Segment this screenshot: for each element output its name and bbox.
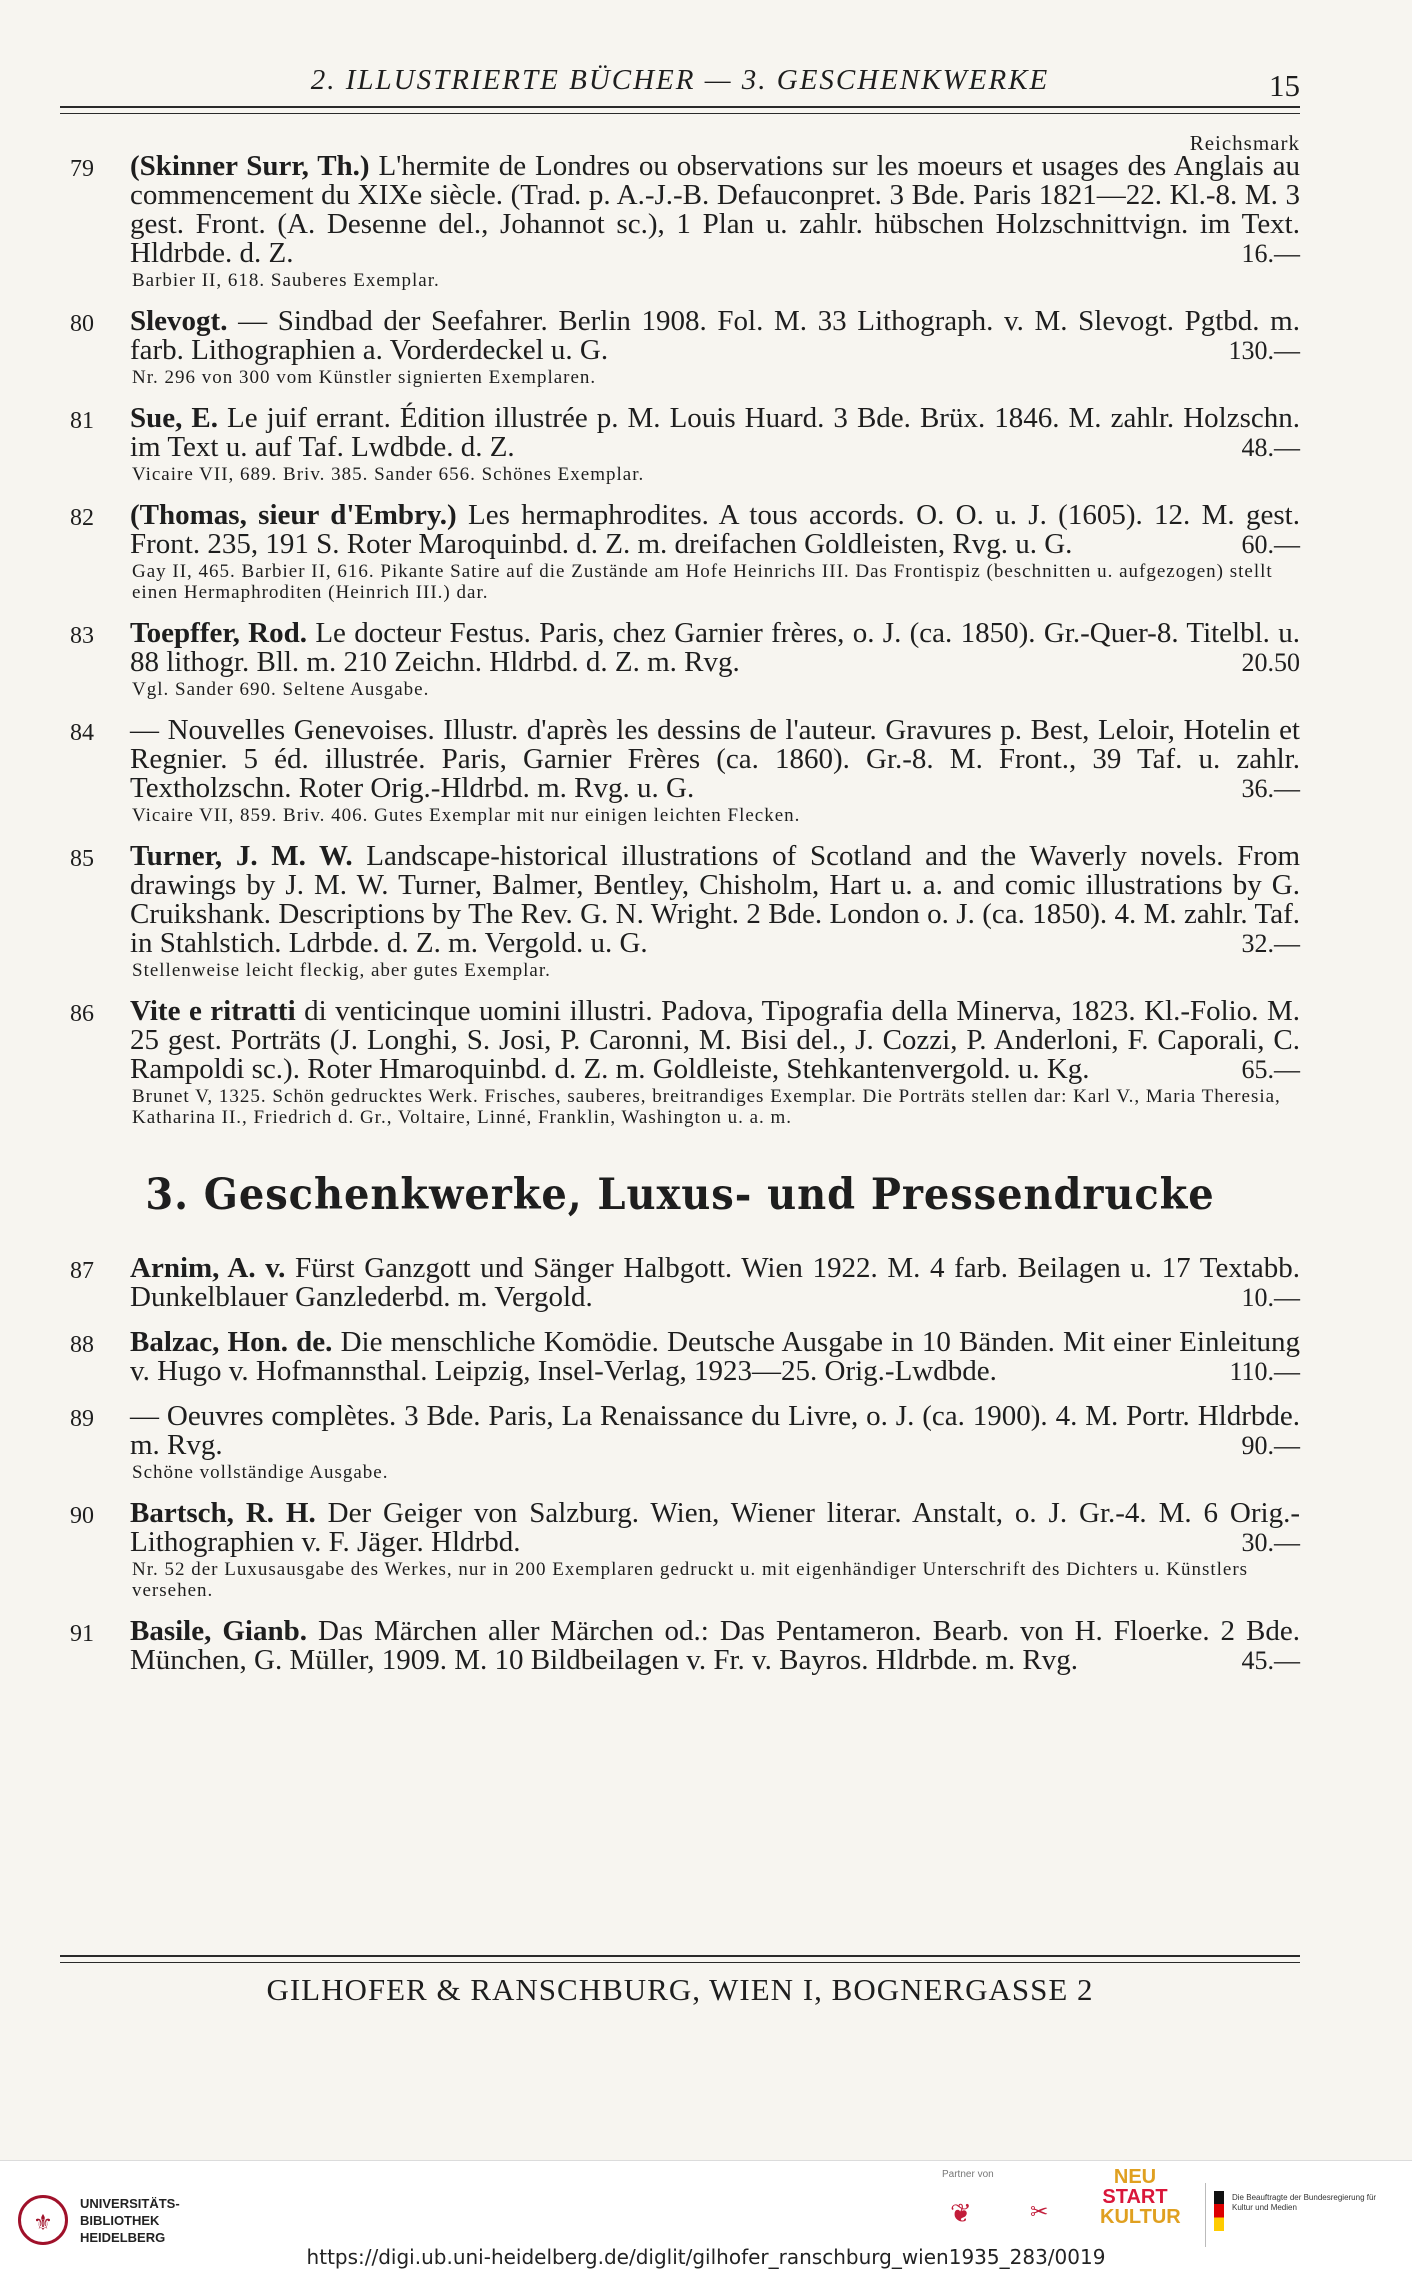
entry-number: 87 [70, 1258, 94, 1284]
entry-description: — Nouvelles Genevoises. Illustr. d'après les dessins de l'auteur. Gravures p. Best, Leloir, Hotelin et Regnier. 5 éd. illustrée. Paris, Garnier Frères (ca. 1860). Gr.-8. M. Front., 39 Taf. u. zahlr. Textholzschn. Roter Orig.-Hldrbd. m. Rvg. u. G. [130, 714, 1300, 804]
entry-price: 130.— [1228, 336, 1300, 365]
entry-text [130, 501, 1300, 559]
entry-note: Vgl. Sander 690. Seltene Ausgabe. [132, 679, 430, 700]
catalogue-entry [60, 501, 1300, 603]
running-head [60, 64, 1300, 110]
catalogue-entry [60, 1402, 1300, 1483]
entry-price: 32.— [1241, 929, 1300, 958]
currency-label: Reichsmark [1189, 131, 1300, 155]
page-number: 15 [1269, 68, 1300, 103]
entry-author: Turner, J. M. W. [130, 840, 353, 872]
entry-price: 45.— [1241, 1646, 1300, 1675]
entry-author: Basile, Gianb. [130, 1615, 307, 1647]
seal-icon: ⚜ [18, 2195, 68, 2245]
entry-note: Nr. 296 von 300 vom Künstler signierten Exemplaren. [132, 367, 597, 388]
entry-number: 88 [70, 1332, 94, 1358]
entry-note: Gay II, 465. Barbier II, 616. Pikante Satire auf die Zustände am Hofe Heinrichs III. Das Frontispiz (beschnitten u. aufgezogen) stellt einen Hermaphroditen (Heinrich III.) dar. [132, 561, 1273, 603]
entry-description: Fürst Ganzgott und Sänger Halbgott. Wien 1922. M. 4 farb. Beilagen u. 17 Textabb. Dunkelblauer Ganzlederbd. m. Vergold. [130, 1252, 1300, 1313]
entry-text [130, 619, 1300, 677]
header-rule [60, 106, 1300, 114]
entry-author: Balzac, Hon. de. [130, 1326, 333, 1358]
entry-text [130, 997, 1300, 1084]
entry-number: 89 [70, 1406, 94, 1432]
entry-price: 10.— [1241, 1283, 1300, 1312]
neustart-line1: NEU [1113, 2166, 1157, 2188]
ministry-logo[interactable] [1205, 2183, 1396, 2247]
entry-text [130, 152, 1300, 268]
partner-logo-2-icon[interactable]: ✂ [1030, 2199, 1049, 2224]
publisher-line: GILHOFER & RANSCHBURG, WIEN I, BOGNERGASSE 2 [266, 1972, 1094, 2007]
neustart-line2: START [1102, 2186, 1168, 2208]
entry-description: Landscape-historical illustrations of Scotland and the Waverly novels. From drawings by J. M. W. Turner, Balmer, Bentley, Chisholm, Hart u. a. and comic illustrations by G. Cruikshank. Descriptions by The Rev. G. N. Wright. 2 Bde. London o. J. (ca. 1850). 4. M. zahlr. Taf. in Stahlstich. Ldrbde. d. Z. m. Vergold. u. G. [130, 840, 1300, 959]
entry-description: Le docteur Festus. Paris, chez Garnier frères, o. J. (ca. 1850). Gr.-Quer-8. Titelbl. u. 88 lithogr. Bll. m. 210 Zeichn. Hldrbd. d. Z. m. Rvg. [130, 617, 1300, 678]
catalogue-entry [60, 307, 1300, 388]
entry-author: (Thomas, sieur d'Embry.) [130, 499, 457, 531]
catalogue-entry [60, 716, 1300, 826]
catalogue-entry [60, 842, 1300, 981]
entry-author: Slevogt. [130, 305, 228, 337]
entry-description: — Sindbad der Seefahrer. Berlin 1908. Fol. M. 33 Lithograph. v. M. Slevogt. Pgtbd. m. farb. Lithographien a. Vorderdeckel u. G. [130, 305, 1300, 366]
entry-description: di venticinque uomini illustri. Padova, Tipografia della Minerva, 1823. Kl.-Folio. M. 25 gest. Porträts (J. Longhi, S. Josi, P. Caronni, M. Bisi del., J. Cozzi, P. Anderloni, F. Caporali, C. Rampoldi sc.). Roter Hmaroquinbd. d. Z. m. Goldleiste, Stehkantenvergold. u. Kg. [130, 995, 1301, 1085]
university-library-logo[interactable] [18, 2191, 218, 2251]
catalogue-entry [60, 1254, 1300, 1312]
catalogue-entry [60, 1617, 1300, 1675]
entries-list [60, 152, 1300, 1691]
partner-label: Partner von [942, 2169, 994, 2180]
entry-price: 36.— [1241, 774, 1300, 803]
catalogue-entry [60, 1499, 1300, 1601]
entry-note: Schöne vollständige Ausgabe. [132, 1462, 389, 1483]
entry-price: 90.— [1241, 1431, 1300, 1460]
entry-author: Bartsch, R. H. [130, 1497, 316, 1529]
entry-price: 16.— [1241, 239, 1300, 268]
entry-price: 48.— [1241, 433, 1300, 462]
viewer-footer [0, 2160, 1412, 2271]
entry-description: Das Märchen aller Märchen od.: Das Pentameron. Bearb. von H. Floerke. 2 Bde. München, G. Müller, 1909. M. 10 Bildbeilagen v. Fr. v. Bayros. Hldrbde. m. Rvg. [130, 1615, 1300, 1676]
neustart-kultur-logo[interactable] [1100, 2166, 1181, 2228]
entry-note: Brunet V, 1325. Schön gedrucktes Werk. Frisches, sauberes, breitrandiges Exemplar. Die Porträts stellen dar: Karl V., Maria Theresia, Katharina II., Friedrich d. Gr., Voltaire, Linné, Franklin, Washington u. a. m. [132, 1086, 1281, 1128]
catalogue-entry [60, 152, 1300, 291]
entry-number: 86 [70, 1001, 94, 1027]
federal-eagle-icon [1214, 2191, 1224, 2231]
entry-text [130, 1499, 1300, 1557]
entry-text [130, 1617, 1300, 1675]
entry-author: Arnim, A. v. [130, 1252, 286, 1284]
entry-number: 82 [70, 505, 94, 531]
entry-description: Le juif errant. Édition illustrée p. M. Louis Huard. 3 Bde. Brüx. 1846. M. zahlr. Holzschn. im Text u. auf Taf. Lwdbde. d. Z. [130, 402, 1300, 463]
entry-description: Der Geiger von Salzburg. Wien, Wiener literar. Anstalt, o. J. Gr.-4. M. 6 Orig.-Lithographien v. F. Jäger. Hldrbd. [130, 1497, 1300, 1558]
section-heading: 3. Geschenkwerke, Luxus- und Pressendrucke [145, 1170, 1215, 1220]
entry-number: 84 [70, 720, 94, 746]
entry-text [130, 1254, 1300, 1312]
university-name: UNIVERSITÄTS- BIBLIOTHEK HEIDELBERG [80, 2196, 180, 2245]
entry-author: (Skinner Surr, Th.) [130, 150, 370, 182]
entry-description: Die menschliche Komödie. Deutsche Ausgabe in 10 Bänden. Mit einer Einleitung v. Hugo v. Hofmannsthal. Leipzig, Insel-Verlag, 1923—25. Orig.-Lwdbde. [130, 1326, 1300, 1387]
entry-number: 85 [70, 846, 94, 872]
entry-description: L'hermite de Londres ou observations sur les moeurs et usages des Anglais au commencement du XIXe siècle. (Trad. p. A.-J.-B. Defauconpret. 3 Bde. Paris 1821—22. Kl.-8. M. 3 gest. Front. (A. Desenne del., Johannot sc.), 1 Plan u. zahlr. hübschen Holzschnittvign. im Text. Hldrbde. d. Z. [130, 150, 1301, 269]
running-title: 2. ILLUSTRIERTE BÜCHER — 3. GESCHENKWERKE [310, 64, 1050, 96]
entry-note: Vicaire VII, 859. Briv. 406. Gutes Exemplar mit nur einigen leichten Flecken. [132, 805, 801, 826]
partner-logo-icon[interactable]: ❦ [950, 2199, 972, 2228]
entry-price: 110.— [1229, 1357, 1300, 1386]
entry-note: Barbier II, 618. Sauberes Exemplar. [132, 270, 440, 291]
page-url[interactable]: https://digi.ub.uni-heidelberg.de/diglit/gilhofer_ranschburg_wien1935_283/0019 [306, 2245, 1106, 2269]
entry-author: Toepffer, Rod. [130, 617, 307, 649]
entry-price: 20.50 [1241, 648, 1300, 677]
neustart-line3: KULTUR [1100, 2206, 1181, 2228]
entry-number: 91 [70, 1621, 94, 1647]
entry-price: 30.— [1241, 1528, 1300, 1557]
entry-description: Les hermaphrodites. A tous accords. O. O. u. J. (1605). 12. M. gest. Front. 235, 191 S. Roter Maroquinbd. d. Z. m. dreifachen Goldleisten, Rvg. u. G. [130, 499, 1300, 560]
entry-description: — Oeuvres complètes. 3 Bde. Paris, La Renaissance du Livre, o. J. (ca. 1900). 4. M. Portr. Hldrbde. m. Rvg. [130, 1400, 1300, 1461]
entry-number: 79 [70, 156, 94, 182]
footer-rule [60, 1955, 1300, 1963]
catalogue-entry [60, 404, 1300, 485]
entry-price: 60.— [1241, 530, 1300, 559]
entry-text [130, 842, 1300, 958]
entry-note: Stellenweise leicht fleckig, aber gutes Exemplar. [132, 960, 551, 981]
catalogue-entry [60, 997, 1300, 1128]
entry-text [130, 404, 1300, 462]
entry-author: Vite e ritratti [130, 995, 296, 1027]
entry-text [130, 1402, 1300, 1460]
ministry-text: Die Beauftragte der Bundesregierung für Kultur und Medien [1232, 2193, 1377, 2212]
entry-text [130, 716, 1300, 803]
catalogue-entry [60, 1328, 1300, 1386]
entry-price: 65.— [1241, 1055, 1300, 1084]
entry-number: 81 [70, 408, 94, 434]
entry-text [130, 1328, 1300, 1386]
entry-note: Vicaire VII, 689. Briv. 385. Sander 656. Schönes Exemplar. [132, 464, 645, 485]
catalogue-entry [60, 619, 1300, 700]
entry-note: Nr. 52 der Luxusausgabe des Werkes, nur in 200 Exemplaren gedruckt u. mit eigenhändiger Unterschrift des Dichters u. Künstlers versehen. [132, 1559, 1249, 1601]
entry-text [130, 307, 1300, 365]
entry-number: 90 [70, 1503, 94, 1529]
entry-number: 83 [70, 623, 94, 649]
entry-author: Sue, E. [130, 402, 219, 434]
entry-number: 80 [70, 311, 94, 337]
